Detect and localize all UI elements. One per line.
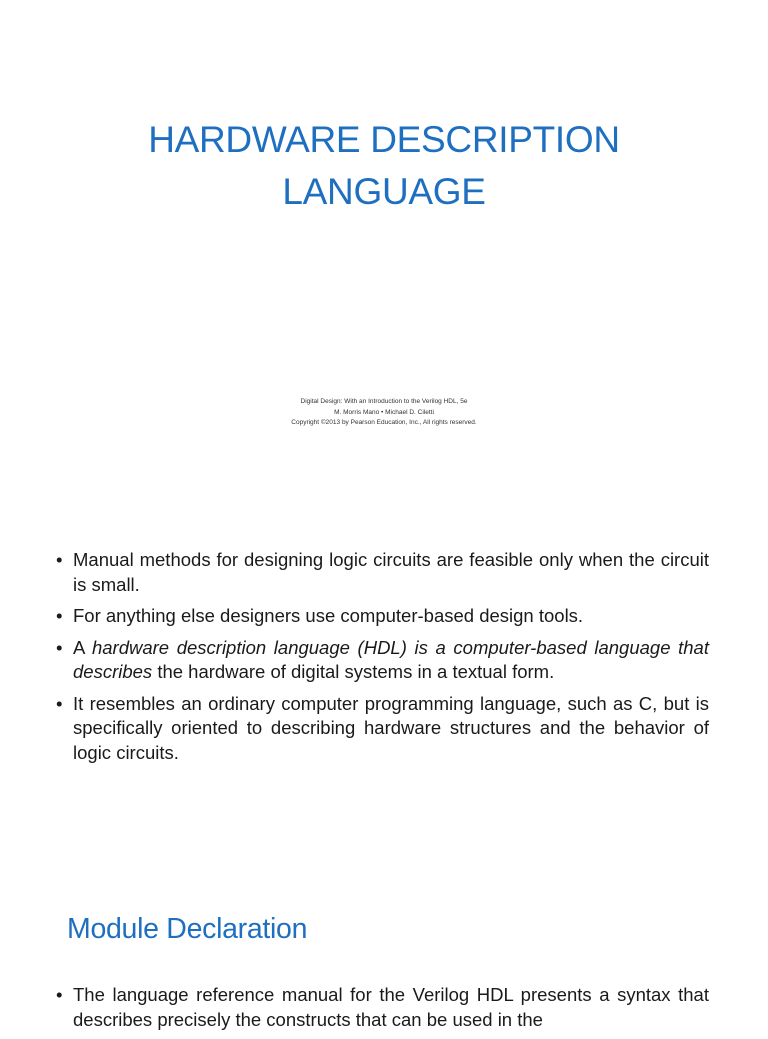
bullet-item: [55, 692, 709, 766]
bullet-text-suffix: the hardware of digital systems in a textual form.: [152, 661, 555, 682]
credit-line-3: Copyright ©2013 by Pearson Education, Inc., All rights reserved.: [291, 419, 477, 426]
credit-line-2: M. Morris Mano • Michael D. Ciletti: [334, 408, 434, 416]
bullet-item: [55, 983, 709, 1032]
slide-title: [0, 0, 768, 480]
bullet-text: For anything else designers use computer-based design tools.: [73, 605, 584, 626]
bullet-text: The language reference manual for the Verilog HDL presents a syntax that describes precisely the constructs that can be used in the: [73, 984, 709, 1030]
section-title: Module Declaration: [67, 913, 308, 945]
bullet-text: Manual methods for designing logic circuits are feasible only when the circuit is small.: [73, 549, 709, 595]
title-line-2: LANGUAGE: [282, 171, 486, 212]
bullet-text: It resembles an ordinary computer programming language, such as C, but is specifically oriented to describing hardware structures and the behavior of logic circuits.: [73, 692, 709, 763]
bullet-item: [55, 636, 709, 685]
bullet-text-italic: hardware description language (HDL) is a computer-based language that describes: [73, 636, 709, 682]
title-line-1: HARDWARE DESCRIPTION: [148, 119, 620, 160]
hdl-intro-bullets: [55, 548, 709, 772]
credit-line-1: Digital Design: With an Introduction to the Verilog HDL, 5e: [300, 398, 468, 405]
module-declaration-bullets: [55, 983, 709, 1039]
bullet-item: [55, 548, 709, 597]
slide-title-heading: [0, 114, 768, 218]
book-credits: [0, 397, 768, 429]
bullet-item: [55, 604, 709, 629]
bullet-text-prefix: A: [73, 636, 92, 658]
